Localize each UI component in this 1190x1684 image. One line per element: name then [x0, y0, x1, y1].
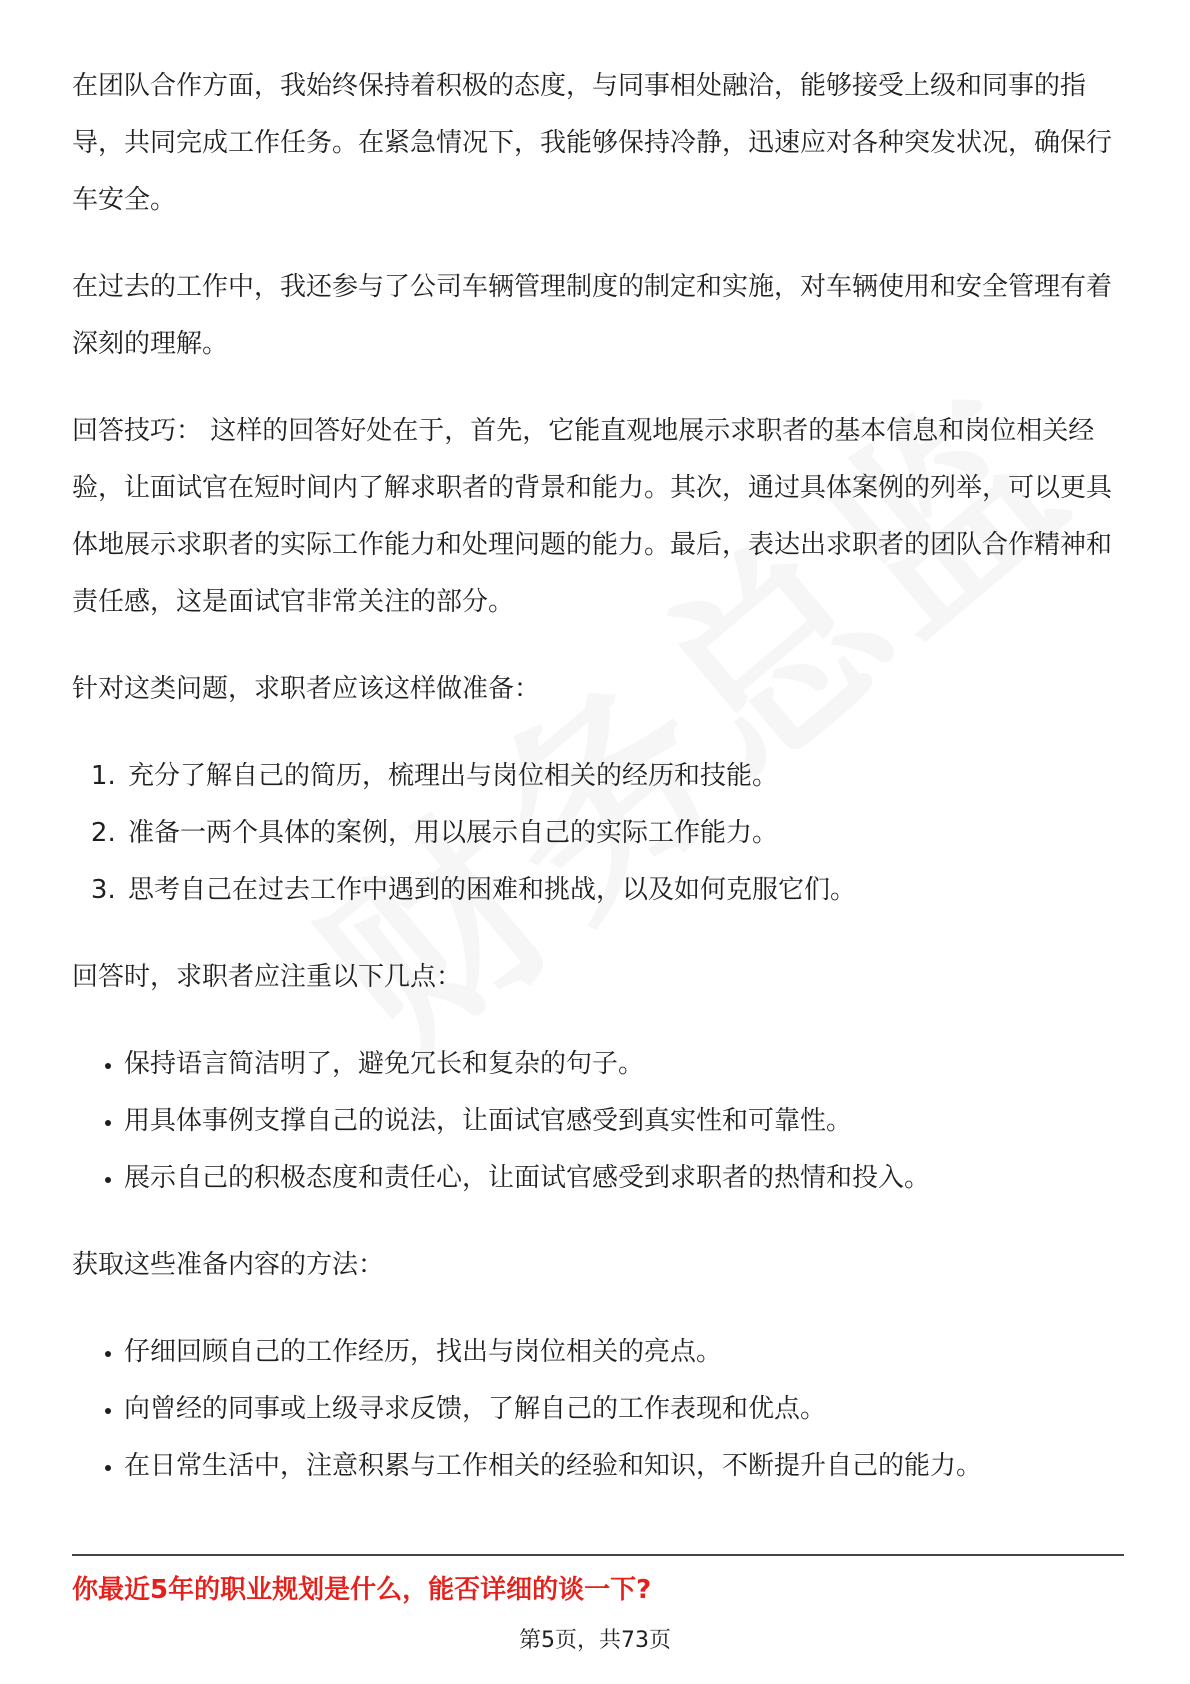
page-footer: 第5页，共73页: [519, 1628, 671, 1653]
paragraph-prep-intro: 针对这类问题，求职者应该这样做准备：: [72, 674, 541, 704]
list-item: • 保持语言简洁明了，避免冗长和复杂的句子。: [124, 1036, 1130, 1093]
list-item: 3. 思考自己在过去工作中遇到的困难和挑战，以及如何克服它们。: [124, 862, 1130, 919]
answer-list: [72, 1036, 1130, 1207]
paragraph-method-intro: 获取这些准备内容的方法：: [72, 1250, 385, 1280]
list-item: • 向曾经的同事或上级寻求反馈，了解自己的工作表现和优点。: [124, 1381, 1130, 1438]
prep-list: [72, 748, 1130, 919]
method-list: [72, 1324, 1130, 1495]
next-question-heading: 你最近5年的职业规划是什么，能否详细的谈一下?: [72, 1575, 652, 1605]
paragraph-experience: 在过去的工作中，我还参与了公司车辆管理制度的制定和实施，对车辆使用和安全管理有着深刻的理解。: [72, 272, 1113, 359]
list-item: • 在日常生活中，注意积累与工作相关的经验和知识，不断提升自己的能力。: [124, 1438, 1130, 1495]
list-item: 2. 准备一两个具体的案例，用以展示自己的实际工作能力。: [124, 805, 1130, 862]
paragraph-answer-intro: 回答时，求职者应注重以下几点：: [72, 962, 463, 992]
list-item: • 仔细回顾自己的工作经历，找出与岗位相关的亮点。: [124, 1324, 1130, 1381]
section-divider: [72, 1554, 1124, 1556]
list-item: 1. 充分了解自己的简历，梳理出与岗位相关的经历和技能。: [124, 748, 1130, 805]
document-body: [72, 58, 1130, 1525]
list-item: • 展示自己的积极态度和责任心，让面试官感受到求职者的热情和投入。: [124, 1150, 1130, 1207]
paragraph-answer-tips: 回答技巧： 这样的回答好处在于，首先，它能直观地展示求职者的基本信息和岗位相关经验，让面试官在短时间内了解求职者的背景和能力。其次，通过具体案例的列举，可以更具体地展示求职者的实际工作能力和处理问题的能力。最后，表达出求职者的团队合作精神和责任感，这是面试官非常关注的部分。: [72, 416, 1113, 617]
paragraph-teamwork: 在团队合作方面，我始终保持着积极的态度，与同事相处融洽，能够接受上级和同事的指导，共同完成工作任务。在紧急情况下，我能够保持冷静，迅速应对各种突发状况，确保行车安全。: [72, 71, 1113, 215]
list-item: • 用具体事例支撑自己的说法，让面试官感受到真实性和可靠性。: [124, 1093, 1130, 1150]
